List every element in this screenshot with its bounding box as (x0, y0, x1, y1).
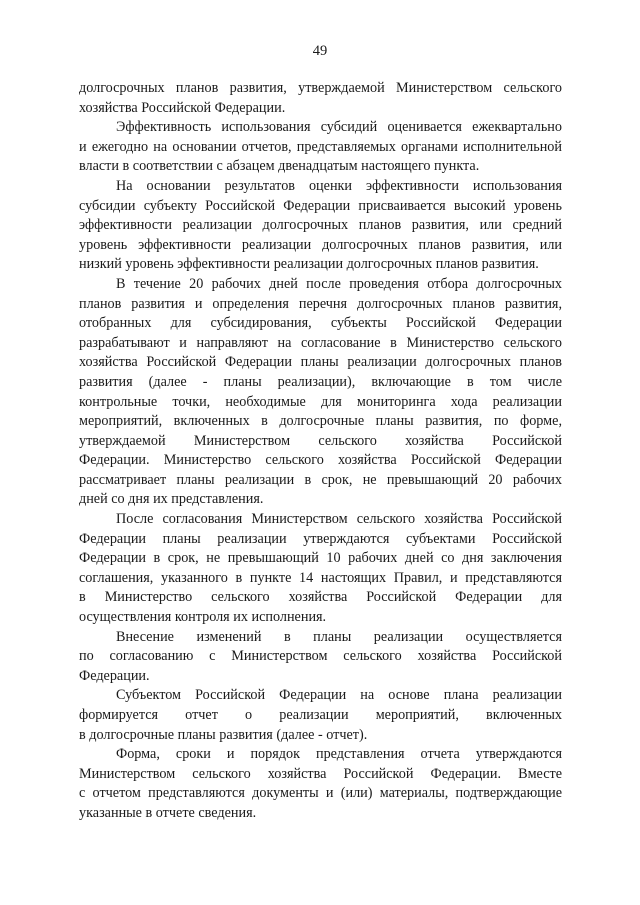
text-line: Эффективность использования субсидий оценивается ежеквартально (116, 119, 562, 136)
text-line: дней со дня их представления. (79, 491, 264, 508)
text-line: После согласования Министерством сельского хозяйства Российской (116, 511, 562, 528)
paragraph (79, 510, 562, 628)
text-line: эффективности реализации долгосрочных планов развития, или средний (79, 217, 562, 234)
text-line: Субъектом Российской Федерации на основе плана реализации (116, 687, 562, 704)
text-line: уровень эффективности реализации долгосрочных планов развития, или (79, 236, 562, 253)
text-line: хозяйства Российской Федерации. (79, 99, 286, 116)
text-line: В течение 20 рабочих дней после проведения отбора долгосрочных (116, 275, 562, 292)
text-line: субсидии субъекту Российской Федерации присваивается высокий уровень (79, 197, 562, 214)
text-line: с отчетом представляются документы и (или) материалы, подтверждающие (79, 785, 562, 802)
page-number: 49 (312, 43, 328, 59)
text-line: отобранных для субсидирования, субъекты Российской Федерации (79, 315, 562, 332)
text-line: рассматривает планы реализации в срок, не превышающий 20 рабочих (79, 471, 562, 488)
text-line: Федерации в срок, не превышающий 10 рабочих дней со дня заключения (79, 550, 562, 567)
text-line: низкий уровень эффективности реализации долгосрочных планов развития. (79, 256, 539, 273)
text-line: утверждаемой Министерством сельского хозяйства Российской (79, 432, 562, 449)
text-line: в долгосрочные планы развития (далее - отчет). (79, 726, 368, 743)
text-line: мероприятий, включенных в долгосрочные планы развития, по форме, (79, 413, 562, 430)
text-line: и ежегодно на основании отчетов, представляемых органами исполнительной (79, 138, 562, 155)
text-line: осуществления контроля их исполнения. (79, 609, 327, 626)
text-line: Форма, сроки и порядок представления отчета утверждаются (116, 746, 562, 763)
text-line: соглашения, указанного в пункте 14 настоящих Правил, и представляются (79, 569, 562, 586)
text-line: указанные в отчете сведения. (79, 804, 257, 821)
text-line: Федерации. (79, 667, 150, 684)
text-line: контрольные точки, необходимые для мониторинга хода реализации (79, 393, 562, 410)
text-line: по согласованию с Министерством сельского хозяйства Российской (79, 648, 562, 665)
paragraph (79, 177, 562, 275)
text-line: На основании результатов оценки эффективности использования (116, 177, 562, 194)
text-line: разрабатывают и направляют на согласование в Министерство сельского (79, 334, 562, 351)
text-line: долгосрочных планов развития, утверждаемой Министерством сельского (79, 80, 562, 96)
paragraph (79, 686, 562, 745)
paragraph (79, 275, 562, 510)
text-line: Министерством сельского хозяйства Российской Федерации. Вместе (79, 765, 562, 782)
text-line: в Министерство сельского хозяйства Российской Федерации для (79, 589, 562, 606)
paragraph (79, 628, 562, 687)
text-line: формируется отчет о реализации мероприятий, включенных (79, 707, 562, 723)
text-line: развития (далее - планы реализации), включающие в том числе (79, 373, 562, 390)
text-line: Федерации. Министерство сельского хозяйства Российской Федерации (79, 452, 562, 469)
text-line: Внесение изменений в планы реализации осуществляется (116, 628, 562, 645)
paragraph (79, 79, 562, 118)
paragraph (79, 118, 562, 177)
text-line: Федерации планы реализации утверждаются субъектами Российской (79, 530, 562, 547)
text-line: хозяйства Российской Федерации планы реализации долгосрочных планов (79, 354, 562, 371)
document-body (79, 79, 562, 824)
paragraph (79, 745, 562, 823)
text-line: планов развития и определения перечня долгосрочных планов развития, (79, 295, 562, 312)
text-line: власти в соответствии с абзацем двенадцатым настоящего пункта. (79, 158, 480, 175)
